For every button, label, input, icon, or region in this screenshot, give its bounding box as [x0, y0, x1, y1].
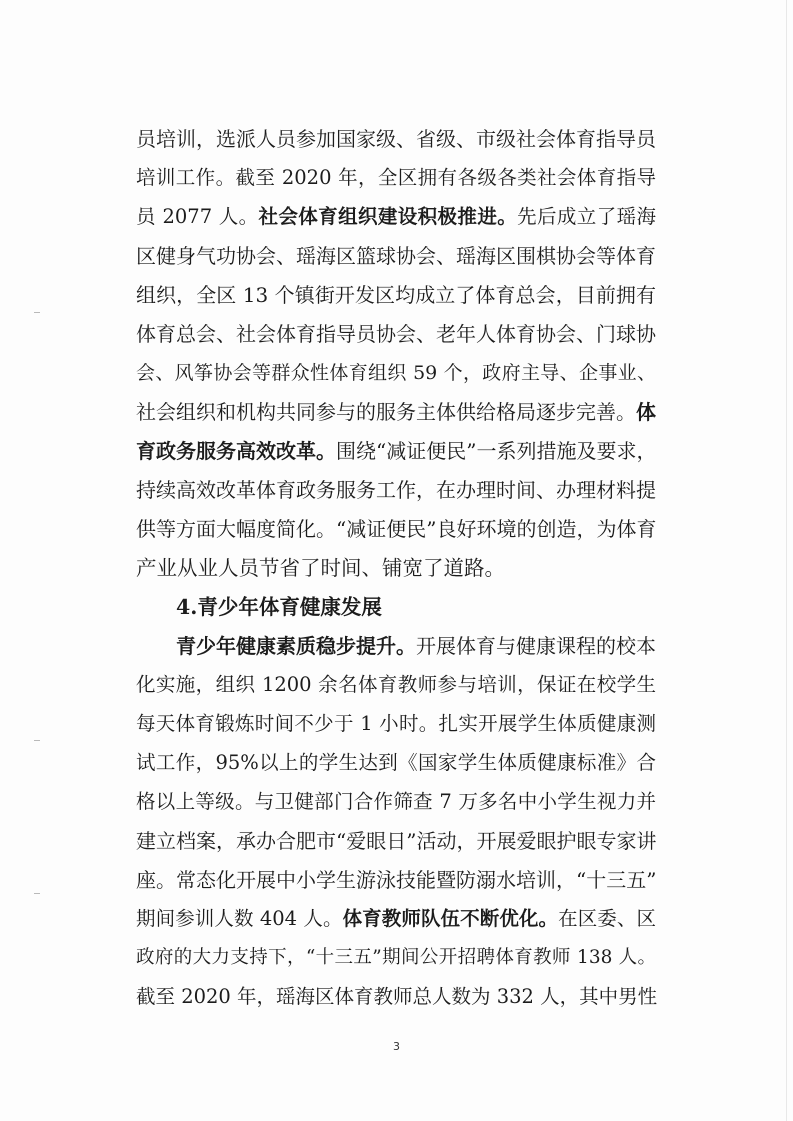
text-run: 先后成立了瑶海	[517, 205, 656, 228]
text-line: 体育总会、社会体育指导员协会、老年人体育协会、门球协	[136, 322, 656, 346]
margin-mark	[34, 893, 40, 894]
bold-phrase: 社会体育组织建设积极推进。	[258, 205, 518, 228]
bold-phrase: 青少年健康素质稳步提升。	[176, 634, 416, 658]
text-line: 格以上等级。与卫健部门合作筛查 7 万多名中小学生视力并	[136, 790, 656, 813]
text-line: 化实施，组织 1200 余名体育教师参与培训，保证在校学生	[136, 673, 656, 696]
text-line: 培训工作。截至 2020 年，全区拥有各级各类社会体育指导	[136, 166, 656, 189]
text-line	[136, 436, 656, 466]
margin-mark	[34, 312, 40, 313]
section-heading: 4.青少年体育健康发展	[176, 595, 382, 619]
text-line: 产业从业人员节省了时间、铺宽了道路。	[136, 556, 505, 580]
text-line: 建立档案，承办合肥市“爱眼日”活动，开展爱眼护眼专家讲	[136, 829, 657, 853]
bold-phrase: 体	[636, 400, 656, 424]
bold-phrase: 育政务服务高效改革。	[136, 439, 336, 463]
text-line	[176, 631, 656, 661]
bold-phrase: 体育教师队伍不断优化。	[342, 907, 559, 930]
text-line: 会、风筝协会等群众性体育组织 59 个，政府主导、企事业、	[136, 362, 656, 384]
text-line	[136, 397, 656, 427]
text-line: 组织，全区 13 个镇街开发区均成立了体育总会，目前拥有	[136, 283, 656, 307]
text-line: 每天体育锻炼时间不少于 1 小时。扎实开展学生体质健康测	[136, 712, 656, 735]
page-number: 3	[393, 1040, 400, 1053]
text-line: 持续高效改革体育政务服务工作，在办理时间、办理材料提	[136, 478, 656, 502]
text-run: 社会组织和机构共同参与的服务主体供给格局逐步完善。	[136, 400, 636, 424]
text-run: 开展体育与健康课程的校本	[416, 634, 656, 658]
text-run: 期间参训人数 404 人。	[136, 907, 343, 930]
text-line: 截至 2020 年，瑶海区体育教师总人数为 332 人，其中男性	[136, 985, 658, 1008]
text-line: 员培训，选派人员参加国家级、省级、市级社会体育指导员	[136, 127, 656, 151]
text-run: 在区委、区	[558, 907, 656, 930]
text-line	[136, 202, 656, 232]
text-line	[136, 904, 656, 934]
text-line: 政府的大力支持下，“十三五”期间公开招聘体育教师 138 人。	[136, 947, 656, 968]
scan-edge-line	[786, 0, 787, 1121]
text-run: 员 2077 人。	[136, 205, 259, 228]
text-line: 供等方面大幅度简化。“减证便民”良好环境的创造，为体育	[136, 517, 657, 541]
text-run: 围绕“减证便民”一系列措施及要求，	[336, 439, 657, 463]
text-line: 区健身气功协会、瑶海区篮球协会、瑶海区围棋协会等体育	[136, 244, 656, 268]
text-line: 试工作，95%以上的学生达到《国家学生体质健康标准》合	[136, 751, 656, 774]
text-line: 座。常态化开展中小学生游泳技能暨防溺水培训，“十三五”	[136, 868, 657, 892]
margin-mark	[34, 740, 40, 741]
